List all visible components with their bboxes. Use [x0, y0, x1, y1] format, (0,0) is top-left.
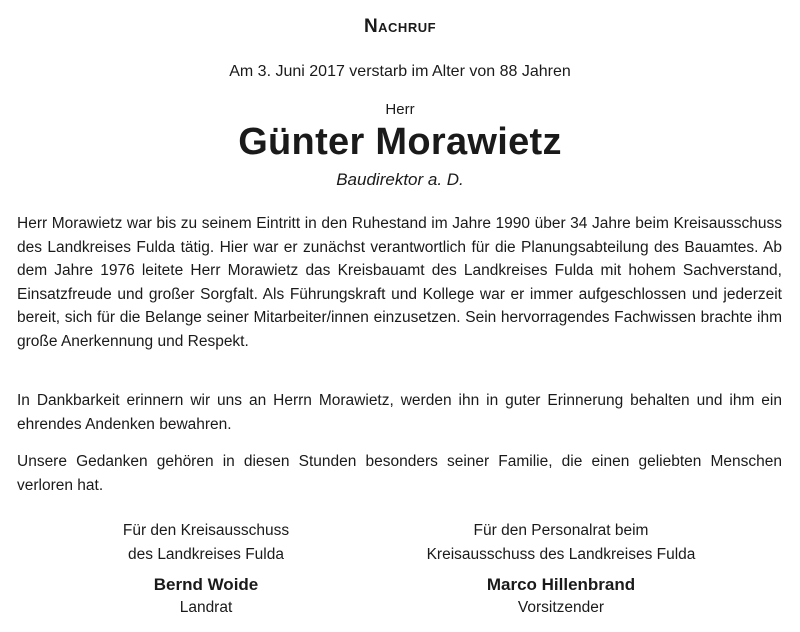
- signer-name: Bernd Woide: [153, 575, 259, 594]
- signature-org-line: Für den Kreisausschuss: [122, 522, 290, 539]
- signer-name: Marco Hillenbrand: [486, 575, 636, 594]
- death-announcement: Am 3. Juni 2017 verstarb im Alter von 88 Jahren: [229, 63, 571, 80]
- honorific: Herr: [385, 101, 415, 118]
- signature-block-personalrat: [400, 519, 722, 620]
- paragraph-family: Unsere Gedanken gehören in diesen Stunden besonders seiner Familie, die einen geliebten Menschen verloren hat.: [17, 453, 782, 494]
- signer-role: Landrat: [179, 599, 233, 616]
- deceased-title: Baudirektor a. D.: [336, 170, 464, 189]
- deceased-name: Günter Morawietz: [238, 121, 562, 163]
- signature-org-line: des Landkreises Fulda: [128, 545, 284, 563]
- paragraph-career: Herr Morawietz war bis zu seinem Eintritt in den Ruhestand im Jahre 1990 über 34 Jahre beim Kreisausschuss des Landkreises Fulda tätig. Hier war er zunächst verantwortlich für die Planungsabteilung des Bauamtes. Ab dem Jahre 1976 leitete Herr Morawietz das Kreisbauamt des Landkreises Fulda mit hohem Sachverstand, Einsatzfreude und großer Sorgfalt. Als Führungskraft und Kollege war er immer aufgeschlossen und jederzeit bereit, sich für die Belange seiner Mitarbeiter/innen einzusetzen. Sein hervorragendes Fachwissen brachte ihm große Anerkennung und Respekt.: [17, 215, 782, 350]
- signer-role: Vorsitzender: [517, 599, 605, 616]
- notice-heading: Nachruf: [363, 16, 437, 37]
- signature-org-line: Für den Personalrat beim: [473, 522, 649, 539]
- signature-org-line: Kreisausschuss des Landkreises Fulda: [426, 545, 696, 563]
- signature-block-kreisausschuss: [56, 519, 356, 620]
- paragraph-gratitude: In Dankbarkeit erinnern wir uns an Herrn Morawietz, werden ihn in guter Erinnerung behalten und ihm ein ehrendes Andenken bewahren.: [17, 392, 782, 433]
